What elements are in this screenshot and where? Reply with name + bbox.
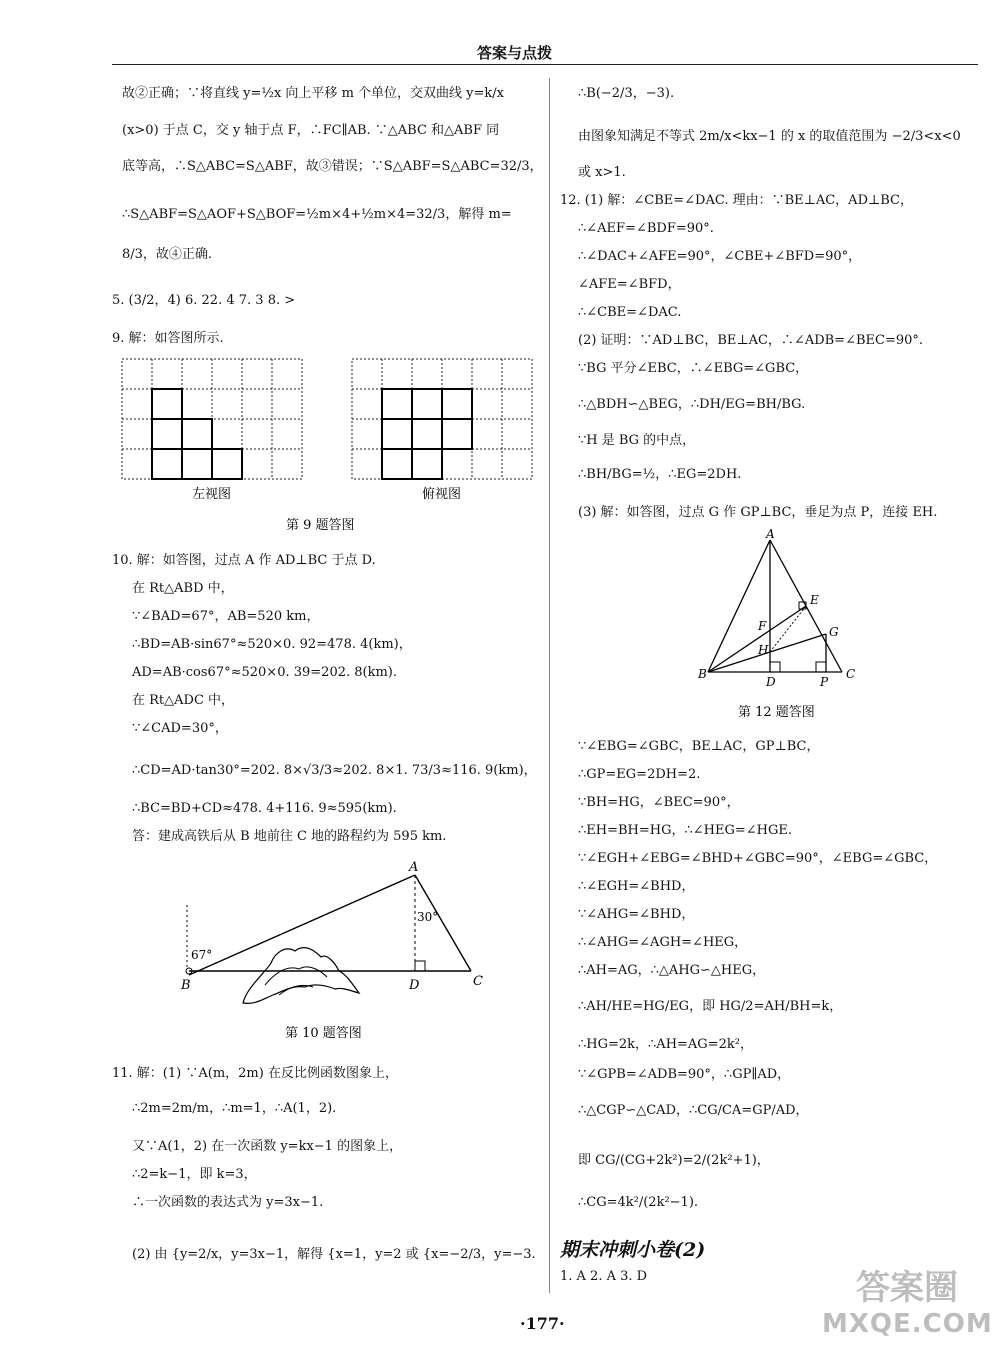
text-line: ∴CG=4k²/(2k²−1). bbox=[578, 1195, 699, 1210]
text-line: ∴BC=BD+CD≈478. 4+116. 9≈595(km). bbox=[132, 801, 397, 816]
text-line: 9. 解：如答图所示. bbox=[112, 331, 224, 346]
text-line: ∴HG=2k，∴AH=AG=2k²， bbox=[578, 1037, 753, 1052]
text-line: ∵∠GPB=∠ADB=90°，∴GP∥AD， bbox=[578, 1067, 791, 1082]
text-line: 在 Rt△ADC 中， bbox=[132, 693, 235, 708]
text-line: ∴BH/BG=½，∴EG=2DH. bbox=[578, 467, 742, 482]
text-line: 1. A 2. A 3. D bbox=[560, 1269, 648, 1284]
figure-12 bbox=[690, 528, 880, 728]
text-line: ∴△BDH∽△BEG，∴DH/EG=BH/BG. bbox=[578, 397, 806, 412]
point-B-label: B bbox=[181, 978, 191, 993]
figure-12-caption: 第 12 题答图 bbox=[738, 705, 815, 720]
text-line: 或 x>1. bbox=[578, 165, 626, 180]
text-line: 11. 解：(1) ∵A(m，2m) 在反比例函数图象上， bbox=[112, 1066, 398, 1081]
text-line: ∴∠CBE=∠DAC. bbox=[578, 305, 682, 320]
text-line: ∵BH=HG，∠BEC=90°， bbox=[578, 795, 740, 810]
text-line: ∴AH/HE=HG/EG，即 HG/2=AH/BH=k， bbox=[578, 999, 843, 1014]
page-header bbox=[112, 38, 978, 65]
text-line: (2) 证明：∵AD⊥BC，BE⊥AC，∴∠ADB=∠BEC=90°. bbox=[578, 333, 924, 348]
point-E-label: E bbox=[810, 593, 819, 607]
top-view-grid bbox=[352, 359, 532, 479]
text-line: ∴B(−2/3，−3). bbox=[578, 86, 675, 101]
text-line: ∴∠AHG=∠AGH=∠HEG， bbox=[578, 935, 748, 950]
text-line: ∠AFE=∠BFD， bbox=[578, 277, 681, 292]
section-title: 期末冲刺小卷(2) bbox=[560, 1239, 706, 1261]
text-line: ∵BG 平分∠EBC，∴∠EBG=∠GBC， bbox=[578, 361, 809, 376]
text-line: ∴一次函数的表达式为 y=3x−1. bbox=[132, 1195, 324, 1210]
text-line: ∴BD=AB·sin67°≈520×0. 92=478. 4(km)， bbox=[132, 637, 412, 652]
text-line: ∴2m=2m/m，∴m=1，∴A(1，2). bbox=[132, 1101, 337, 1116]
point-F-label: F bbox=[758, 619, 767, 633]
text-line: (x>0) 于点 C，交 y 轴于点 F，∴FC∥AB. ∵△ABC 和△ABF 同 bbox=[122, 123, 500, 138]
figure-10 bbox=[175, 855, 505, 1050]
text-line: ∴∠AEF=∠BDF=90°. bbox=[578, 221, 714, 236]
text-line: ∴AH=AG，∴△AHG∽△HEG， bbox=[578, 963, 766, 978]
text-line: ∵H 是 BG 的中点， bbox=[578, 433, 696, 448]
point-D-label: D bbox=[409, 978, 420, 993]
angle-67-label: 67° bbox=[191, 948, 213, 962]
column-divider bbox=[549, 78, 550, 1293]
text-line: ∴△CGP∽△CAD，∴CG/CA=GP/AD， bbox=[578, 1103, 809, 1118]
watermark bbox=[822, 1260, 992, 1339]
figure-10-caption: 第 10 题答图 bbox=[285, 1026, 362, 1041]
point-H-label: H bbox=[758, 643, 769, 657]
text-line: ∴GP=EG=2DH=2. bbox=[578, 767, 701, 782]
text-line: 在 Rt△ABD 中， bbox=[132, 581, 234, 596]
text-line: ∴2=k−1，即 k=3， bbox=[132, 1167, 257, 1182]
point-C-label: C bbox=[473, 974, 483, 989]
point-D-label: D bbox=[766, 675, 776, 689]
text-line: ∴EH=BH=HG，∴∠HEG=∠HGE. bbox=[578, 823, 792, 838]
text-line: 即 CG/(CG+2k²)=2/(2k²+1)， bbox=[578, 1153, 770, 1168]
text-line: 答：建成高铁后从 B 地前往 C 地的路程约为 595 km. bbox=[132, 829, 447, 844]
point-G-label: G bbox=[829, 625, 839, 639]
text-line: ∵∠EGH+∠EBG=∠BHD+∠GBC=90°，∠EBG=∠GBC， bbox=[578, 851, 938, 866]
page-number: ·177· bbox=[520, 1314, 565, 1333]
text-line: 由图象知满足不等式 2m/x<kx−1 的 x 的取值范围为 −2/3<x<0 bbox=[578, 129, 961, 144]
text-line: ∴∠DAC+∠AFE=90°，∠CBE+∠BFD=90°， bbox=[578, 249, 862, 264]
point-A-label: A bbox=[766, 528, 775, 541]
text-line: ∴∠EGH=∠BHD， bbox=[578, 879, 695, 894]
point-A-label: A bbox=[409, 860, 419, 875]
text-line: 5. (3/2，4) 6. 22. 4 7. 3 8. > bbox=[112, 293, 296, 308]
point-P-label: P bbox=[820, 675, 829, 689]
text-line: ∵∠AHG=∠BHD， bbox=[578, 907, 695, 922]
left-view-grid bbox=[122, 359, 302, 479]
left-view-label: 左视图 bbox=[192, 487, 232, 502]
header-title: 答案与点拨 bbox=[477, 44, 553, 62]
text-line: AD=AB·cos67°≈520×0. 39=202. 8(km). bbox=[132, 665, 397, 680]
text-line: 又∵A(1，2) 在一次函数 y=kx−1 的图象上， bbox=[132, 1139, 403, 1154]
point-B-label: B bbox=[698, 667, 707, 681]
text-line: ∵∠CAD=30°， bbox=[132, 721, 228, 736]
text-line: ∵∠EBG=∠GBC，BE⊥AC，GP⊥BC， bbox=[578, 739, 820, 754]
figure-9-caption: 第 9 题答图 bbox=[286, 518, 355, 533]
text-line: ∵∠BAD=67°，AB=520 km， bbox=[132, 609, 320, 624]
text-line: ∴CD=AD·tan30°=202. 8×√3/3≈202. 8×1. 73/3≈116. 9(km)， bbox=[132, 763, 537, 778]
top-view-label: 俯视图 bbox=[422, 487, 462, 502]
text-line: 8/3，故④正确. bbox=[122, 247, 213, 262]
text-line: (2) 由 {y=2/x，y=3x−1，解得 {x=1，y=2 或 {x=−2/3，y=−3. bbox=[132, 1247, 536, 1262]
figure-9 bbox=[118, 355, 538, 540]
text-line: 12. (1) 解：∠CBE=∠DAC. 理由：∵BE⊥AC，AD⊥BC， bbox=[560, 193, 913, 208]
angle-30-label: 30° bbox=[417, 910, 439, 924]
text-line: 底等高，∴S△ABC=S△ABF，故③错误；∵S△ABF=S△ABC=32/3， bbox=[122, 159, 543, 174]
text-line: 10. 解：如答图，过点 A 作 AD⊥BC 于点 D. bbox=[112, 553, 376, 568]
text-line: 故②正确；∵将直线 y=½x 向上平移 m 个单位，交双曲线 y=k/x bbox=[122, 86, 504, 101]
text-line: ∴S△ABF=S△AOF+S△BOF=½m×4+½m×4=32/3，解得 m= bbox=[122, 207, 512, 222]
text-line: (3) 解：如答图，过点 G 作 GP⊥BC，垂足为点 P，连接 EH. bbox=[578, 505, 938, 520]
watermark-line2: MXQE.COM bbox=[822, 1309, 993, 1339]
watermark-line1: 答案圈 bbox=[856, 1268, 958, 1308]
point-C-label: C bbox=[846, 667, 856, 681]
